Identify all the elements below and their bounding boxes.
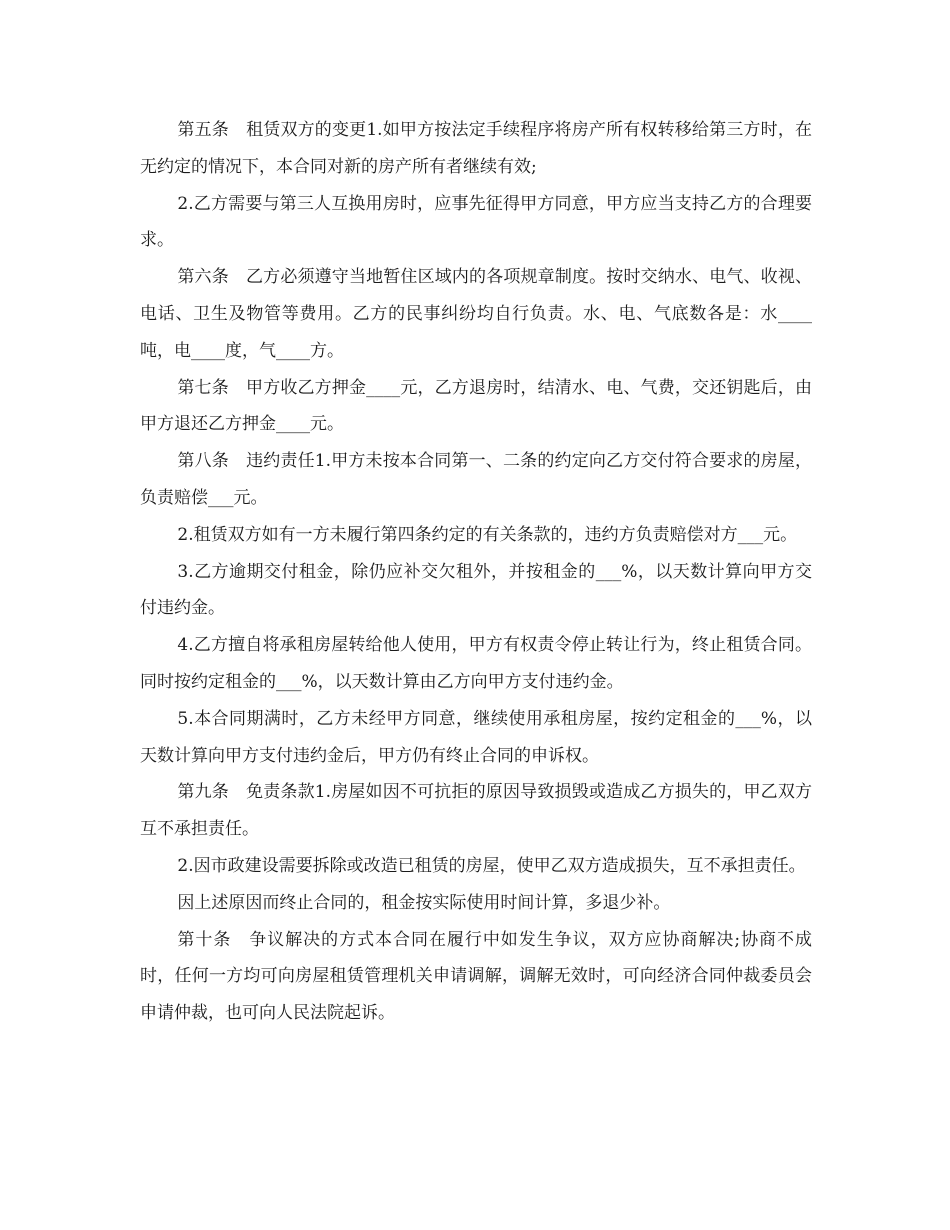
clause-6-paragraph: 第六条 乙方必须遵守当地暂住区域内的各项规章制度。按时交纳水、电气、收视、电话、卫生及物管等费用。乙方的民事纠纷均自行负责。水、电、气底数各是：水____吨，电____度，气____方。: [140, 267, 812, 361]
document-body: [140, 112, 812, 1032]
clause-10-paragraph: 第十条 争议解决的方式本合同在履行中如发生争议，双方应协商解决;协商不成时，任何一方均可向房屋租赁管理机关申请调解，调解无效时，可向经济合同仲裁委员会申请仲裁，也可向人民法院起诉。: [140, 929, 812, 1024]
clause-8-paragraph: 第八条 违约责任1.甲方未按本合同第一、二条的约定向乙方交付符合要求的房屋，负责赔偿___元。: [140, 451, 812, 508]
clause-5-item-2-paragraph: 2.乙方需要与第三人互换用房时，应事先征得甲方同意，甲方应当支持乙方的合理要求。: [140, 193, 812, 251]
clause-8-item-3-paragraph: 3.乙方逾期交付租金，除仍应补交欠租外，并按租金的___%，以天数计算向甲方交付违约金。: [140, 561, 812, 619]
clause-8-item-2-paragraph: 2.租赁双方如有一方未履行第四条约定的有关条款的，违约方负责赔偿对方___元。: [177, 524, 798, 545]
clause-9-paragraph: 第九条 免责条款1.房屋如因不可抗拒的原因导致损毁或造成乙方损失的，甲乙双方互不承担责任。: [140, 782, 812, 840]
clause-9-item-2-paragraph: 2.因市政建设需要拆除或改造已租赁的房屋，使甲乙双方造成损失，互不承担责任。: [177, 855, 806, 876]
clause-7-paragraph: 第七条 甲方收乙方押金____元，乙方退房时，结清水、电、气费，交还钥匙后，由甲方退还乙方押金____元。: [140, 377, 812, 435]
clause-8-item-5-paragraph: 5.本合同期满时，乙方未经甲方同意，继续使用承租房屋，按约定租金的___%，以天数计算向甲方支付违约金后，甲方仍有终止合同的申诉权。: [140, 708, 812, 766]
clause-5-paragraph: 第五条 租赁双方的变更1.如甲方按法定手续程序将房产所有权转移给第三方时，在无约定的情况下，本合同对新的房产所有者继续有效;: [140, 120, 812, 177]
clause-9-note-paragraph: 因上述原因而终止合同的，租金按实际使用时间计算，多退少补。: [177, 892, 671, 913]
clause-8-item-4-paragraph: 4.乙方擅自将承租房屋转给他人使用，甲方有权责令停止转让行为，终止租赁合同。同时按约定租金的___%，以天数计算由乙方向甲方支付违约金。: [140, 635, 812, 692]
